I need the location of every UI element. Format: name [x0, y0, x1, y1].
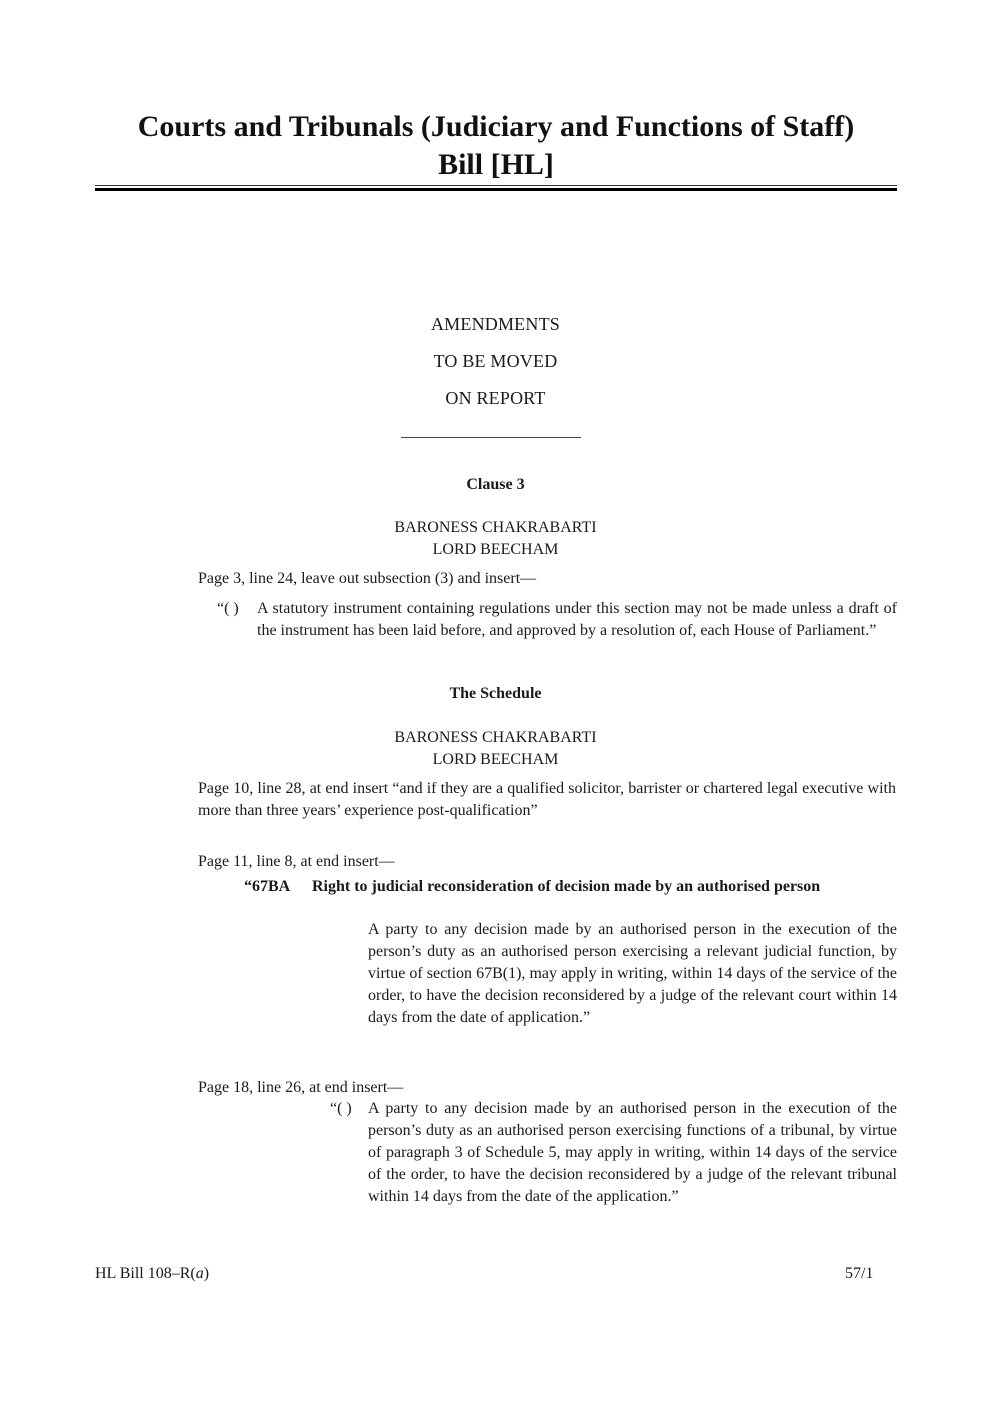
section-title: Right to judicial reconsideration of decision made by an authorised person [312, 878, 821, 895]
title-line-2: Bill [HL] [438, 148, 554, 181]
section-number: “67BA [244, 878, 291, 895]
sponsor-name: LORD BEECHAM [432, 541, 559, 558]
insert-body: A party to any decision made by an authorised person in the execution of the person’s duty as an authorised person exercising functions of a tribunal, by virtue of paragraph 3 of Schedule 5, may apply in writing, within 14 days of the service of the order, to have the decision reconsidered by a judge of the relevant tribunal within 14 days from the date of the application.” [368, 1100, 897, 1205]
bill-ref-italic: a [195, 1265, 204, 1282]
amendment-text: Page 10, line 28, at end insert “and if they are a qualified solicitor, barrister or chartered legal executive with more than three years’ experience post-qualification” [198, 780, 896, 819]
new-section-heading [244, 876, 897, 898]
bill-ref-suffix: ) [203, 1265, 210, 1282]
bill-reference [95, 1265, 209, 1283]
new-section-body: A party to any decision made by an authorised person in the execution of the person’s duty as an authorised person exercising a relevant judicial function, by virtue of section 67B(1), may apply in writing, within 14 days of the service of the order, to have the decision reconsidered by a judge of the relevant court within 14 days from the date of application.” [368, 921, 897, 1026]
sponsor-name: BARONESS CHAKRABARTI [394, 519, 597, 536]
insert-body: A statutory instrument containing regulations under this section may not be made unless a draft of the instrument has been laid before, and approved by a resolution of, each House of Parliament.” [257, 600, 897, 639]
amendment-location: Page 11, line 8, at end insert— [198, 853, 395, 870]
section-heading-schedule: The Schedule [449, 685, 542, 702]
document-title [95, 108, 897, 184]
bill-ref-prefix: HL Bill 108–R( [95, 1265, 196, 1282]
amendment-location: Page 18, line 26, at end insert— [198, 1079, 404, 1096]
page-reference: 57/1 [845, 1265, 874, 1282]
insert-marker: “( ) [330, 1100, 352, 1117]
amendment-location: Page 3, line 24, leave out subsection (3) and insert— [198, 570, 537, 587]
title-line-1: Courts and Tribunals (Judiciary and Functions of Staff) [137, 110, 855, 143]
amendment-insert-text [217, 598, 897, 642]
title-rule-thin [95, 185, 897, 186]
amendments-heading [0, 306, 991, 417]
title-rule-thick [95, 188, 897, 191]
amendment-insert-text [330, 1098, 897, 1208]
sponsor-name: LORD BEECHAM [432, 751, 559, 768]
sponsors-clause-3 [0, 517, 991, 561]
section-heading-clause-3: Clause 3 [466, 476, 525, 493]
section-divider [401, 437, 581, 438]
heading-line-3: ON REPORT [445, 388, 546, 408]
heading-line-2: TO BE MOVED [433, 351, 558, 371]
insert-marker: “( ) [217, 600, 239, 617]
heading-line-1: AMENDMENTS [430, 314, 560, 334]
sponsor-name: BARONESS CHAKRABARTI [394, 729, 597, 746]
sponsors-schedule [0, 727, 991, 771]
